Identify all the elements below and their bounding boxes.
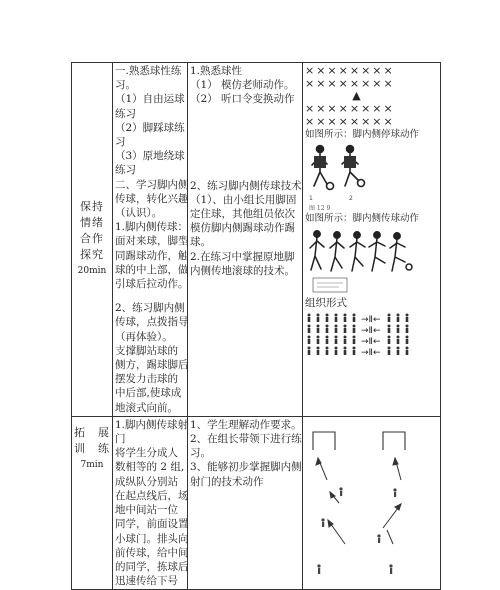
player-marker [388,313,391,316]
method-line: 球。 [190,236,211,249]
content-line: （再体验）。 [115,330,173,343]
player-marker [308,324,311,327]
player-marker [397,339,400,344]
method-line: 2、在组长带领下进行练 [190,433,302,446]
section-label-cell [72,63,113,417]
player-marker [335,350,338,355]
player-marker [353,339,356,344]
content-line: 摆发力击球的 [115,373,178,386]
method-line: 定住球，其他组员依次 [190,208,295,221]
player-marker [397,324,400,327]
content-line: 同学，前面设置 [115,518,189,531]
player-marker [353,324,356,327]
player-marker [344,346,347,349]
player-marker [388,335,391,338]
method-line: （1）、由小组长用脚固 [190,193,297,206]
table-row [72,63,441,417]
player-marker [344,317,347,322]
content-line: 地滚式向前。 [115,401,178,414]
player-marker [308,313,311,316]
player-marker [397,346,400,349]
content-line: 一.熟悉球性练 [115,65,182,77]
method-line: 习。 [190,447,211,460]
player-marker [308,346,311,349]
content-line: 门 [115,433,126,446]
player-marker [308,328,311,333]
spacer [190,107,300,179]
table-row [72,416,441,589]
player-marker [397,328,400,333]
svg-text:1: 1 [309,195,313,203]
section-label-line: 保持 [80,200,104,214]
spacer [115,291,185,301]
organization-title: 组织形式 [305,297,347,310]
player-marker [406,313,409,316]
player-marker [326,346,329,349]
player-marker [335,335,338,338]
player-marker [388,328,391,333]
player-marker [344,335,347,338]
player-marker [326,313,329,316]
player-marker [388,317,391,322]
content-line: 1.脚内侧传球射 [115,418,189,431]
player-marker [397,317,400,322]
trap-figure [305,142,375,212]
pass-sequence-figure [305,226,415,296]
formation-row: ×××××××× [305,77,395,90]
direction-arrow: →Ⅱ← [361,325,381,336]
player-marker [317,317,320,322]
player-marker [406,346,409,349]
section-label-line: 训 练 [74,441,110,455]
player-marker [353,328,356,333]
section-label-line: 拓 展 [74,425,110,439]
player-marker [406,335,409,338]
shooting-drill-diagram [305,418,433,576]
section-time: 7min [80,459,104,470]
method-line: 射门的技术动作 [190,475,264,488]
player-marker [406,328,409,333]
content-line: 球的中上部，做 [115,263,189,276]
direction-arrow: →Ⅱ← [361,347,381,358]
player-marker [353,350,356,355]
content-line: 的同学，拣球后 [115,560,189,573]
formation-row: ×××××××× [305,64,395,77]
content-line: 中后部,使球成 [115,387,182,400]
content-line: （3）原地绕球 [115,150,185,163]
player-marker [406,339,409,344]
player-marker [353,346,356,349]
player-marker [308,317,311,322]
organization-cell [303,416,441,589]
player-marker [335,324,338,327]
content-line: 练习 [115,107,136,120]
direction-arrow: →Ⅱ← [361,336,381,347]
content-line: 习。 [115,79,136,92]
player-marker [335,346,338,349]
method-line: 模仿脚内侧踢球动作踢 [190,222,295,235]
content-line: 将学生分成人 [115,447,178,460]
player-marker [406,324,409,327]
section-label-line: 合作 [80,232,104,246]
content-line: 小球门。排头向 [115,532,189,545]
player-marker [308,339,311,344]
content-line: 传球，点拨指导 [115,316,189,329]
content-line: 面对来球，脚型 [115,235,189,248]
content-line: 习 [115,136,126,149]
player-marker [326,339,329,344]
player-marker [344,313,347,316]
organization-cell [303,63,441,417]
player-marker [344,339,347,344]
player-marker [317,346,320,349]
player-marker [388,324,391,327]
player-marker [317,324,320,327]
method-cell [188,416,303,589]
method-line: 2.在练习中掌握原地脚 [190,250,295,263]
method-line: （1） 模仿老师动作。 [190,79,295,92]
method-line: 2、练习脚内侧传球技术 [190,179,302,192]
method-line: 1、学生理解动作要求。 [190,418,302,431]
section-label-line: 情绪 [80,216,104,230]
player-marker [317,335,320,338]
player-marker [344,324,347,327]
player-marker [353,313,356,316]
player-marker [397,335,400,338]
method-line: 内侧传地滚球的技术。 [190,264,295,277]
formation-row: ×××××××× [305,102,395,115]
content-line: （1）自由运球 [115,93,185,106]
content-line: 二、学习脚内侧 [115,178,189,191]
content-line: 2、练习脚内侧 [115,302,185,315]
player-marker [335,339,338,344]
player-marker [335,328,338,333]
player-marker [335,313,338,316]
svg-text:2: 2 [349,195,353,203]
teacher-marker: ▲ [352,89,361,102]
player-marker [388,350,391,355]
player-marker [317,328,320,333]
content-cell [113,416,188,589]
content-line: 在起点线后，场 [115,489,189,502]
player-marker [406,317,409,322]
content-line: 引球后拉动作。 [115,278,189,291]
section-label-line: 探究 [80,248,104,262]
figure-caption: 如图所示：脚内侧停球动作 [305,129,420,140]
section-time: 20min [77,266,107,277]
player-marker [397,350,400,355]
player-marker [406,350,409,355]
content-line: 数相等的 2 组, [115,461,185,474]
player-marker [308,335,311,338]
player-marker [326,350,329,355]
figure-number: 图 12 9 [309,205,331,213]
method-line: （2） 听口令变换动作 [190,93,295,106]
content-line: （2）脚踩球练 [115,121,185,134]
organization-diagram [305,311,415,359]
player-marker [335,317,338,322]
content-cell [113,63,188,417]
figure-caption: 如图所示：脚内侧传球动作 [305,213,420,225]
player-marker [326,328,329,333]
player-marker [344,350,347,355]
player-marker [326,335,329,338]
section-label-cell [72,416,113,589]
player-marker [326,324,329,327]
player-marker [317,350,320,355]
player-marker [317,339,320,344]
formation-row: ×××××××× [305,115,395,128]
method-line: 1.熟悉球性 [190,65,243,77]
player-marker [308,350,311,355]
content-line: （认识）。 [115,207,163,220]
method-line: 3、能够初步掌握脚内侧 [190,461,302,474]
player-marker [353,317,356,322]
content-line: 传球，转化兴趣 [115,192,189,205]
player-marker [353,335,356,338]
content-line: 地中间站一位 [115,504,178,517]
player-marker [388,339,391,344]
content-line: 1.脚内侧传球： [115,221,189,234]
lesson-plan-table [71,62,441,590]
content-line: 练习 [115,164,136,177]
player-marker [388,346,391,349]
direction-arrow: →Ⅱ← [361,314,381,325]
method-cell [188,63,303,417]
player-marker [317,313,320,316]
player-marker [397,313,400,316]
player-marker [326,317,329,322]
content-line: 支撑脚站球的 [115,344,178,357]
content-line: 同踢球动作，触 [115,249,189,262]
content-line: 迅速传给下号 [115,575,178,588]
player-marker [344,328,347,333]
content-line: 侧方，踢球脚后 [115,359,189,372]
content-line: 成纵队分别站 [115,475,178,488]
content-line: 前传球，给中间 [115,546,189,559]
